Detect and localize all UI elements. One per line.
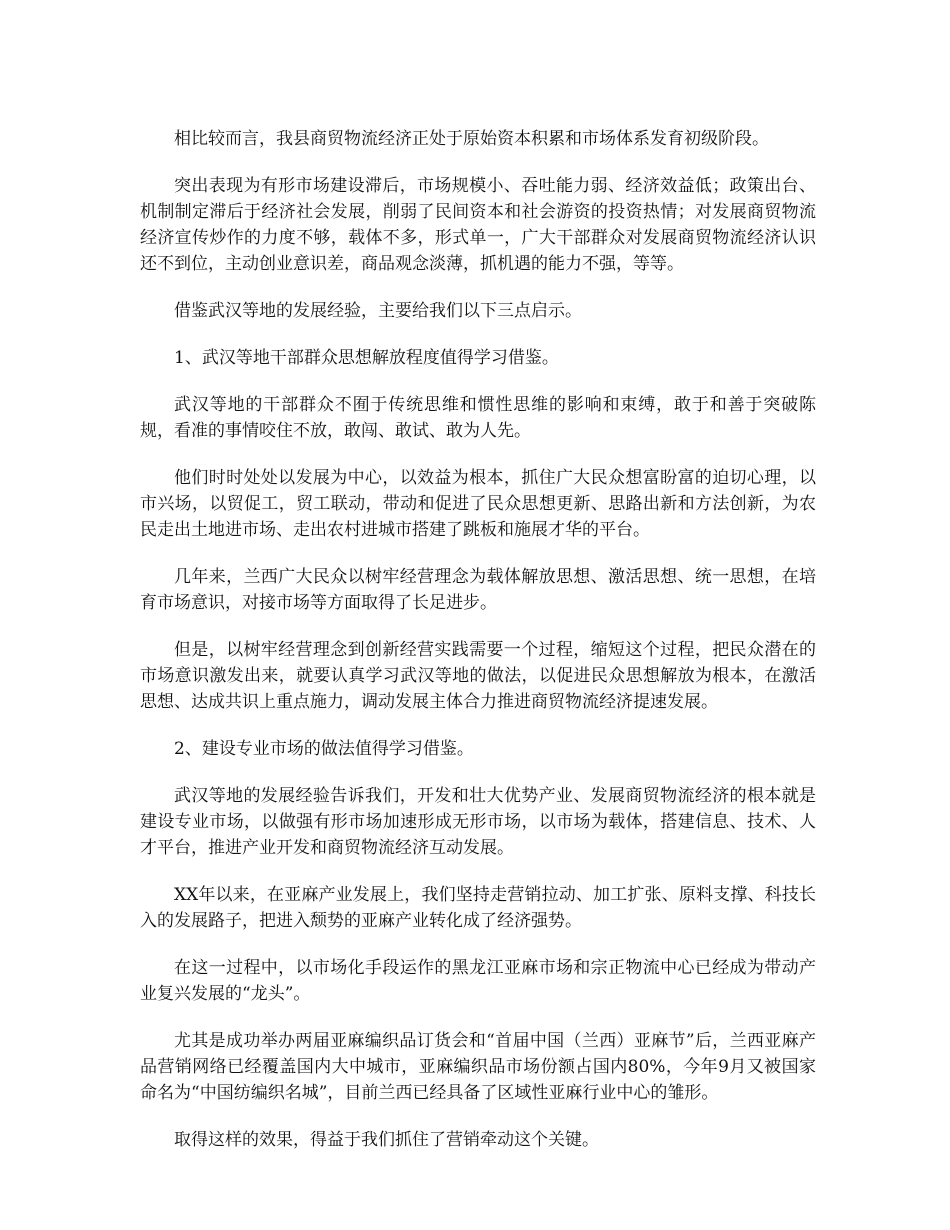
paragraph-5: 武汉等地的干部群众不囿于传统思维和惯性思维的影响和束缚，敢于和善于突破陈规，看准的事情咬住不放，敢闯、敢试、敢为人先。 <box>140 395 816 441</box>
paragraph-3: 借鉴武汉等地的发展经验，主要给我们以下三点启示。 <box>174 301 582 321</box>
paragraph-14: 取得这样的效果，得益于我们抓住了营销牵动这个关键。 <box>174 1130 599 1150</box>
paragraph-2: 突出表现为有形市场建设滞后，市场规模小、吞吐能力弱、经济效益低；政策出台、机制制定滞后于经济社会发展，削弱了民间资本和社会游资的投资热情；对发展商贸物流经济宣传炒作的力度不够，载体不多，形式单一，广大干部群众对发展商贸物流经济认识还不到位，主动创业意识差，商品观念淡薄，抓机遇的能力不强，等等。 <box>140 176 816 274</box>
section-heading-2: 2、建设专业市场的做法值得学习借鉴。 <box>174 739 474 759</box>
paragraph-6: 他们时时处处以发展为中心，以效益为根本，抓住广大民众想富盼富的迫切心理，以市兴场，以贸促工，贸工联动，带动和促进了民众思想更新、思路出新和方法创新，为农民走出土地进市场、走出农村进城市搭建了跳板和施展才华的平台。 <box>140 468 816 540</box>
paragraph-8: 但是，以树牢经营理念到创新经营实践需要一个过程，缩短这个过程，把民众潜在的市场意识激发出来，就要认真学习武汉等地的做法，以促进民众思想解放为根本，在激活思想、达成共识上重点施力，调动发展主体合力推进商贸物流经济提速发展。 <box>140 640 816 712</box>
paragraph-11: XX年以来，在亚麻产业发展上，我们坚持走营销拉动、加工扩张、原料支撑、科技长入的发展路子，把进入颓势的亚麻产业转化成了经济强势。 <box>140 885 816 931</box>
paragraph-7: 几年来，兰西广大民众以树牢经营理念为载体解放思想、激活思想、统一思想，在培育市场意识，对接市场等方面取得了长足进步。 <box>140 567 816 613</box>
paragraph-10: 武汉等地的发展经验告诉我们，开发和壮大优势产业、发展商贸物流经济的根本就是建设专业市场，以做强有形市场加速形成无形市场，以市场为载体，搭建信息、技术、人才平台，推进产业开发和商贸物流经济互动发展。 <box>140 786 816 858</box>
paragraph-12: 在这一过程中，以市场化手段运作的黑龙江亚麻市场和宗正物流中心已经成为带动产业复兴发展的“龙头”。 <box>140 958 816 1004</box>
paragraph-13: 尤其是成功举办两届亚麻编织品订货会和“首届中国（兰西）亚麻节”后，兰西亚麻产品营销网络已经覆盖国内大中城市，亚麻编织品市场份额占国内80%，今年9月又被国家命名为“中国纺编织名城”，目前兰西已经具备了区域性亚麻行业中心的雏形。 <box>140 1031 816 1103</box>
paragraph-1: 相比较而言，我县商贸物流经济正处于原始资本积累和市场体系发育初级阶段。 <box>174 129 769 149</box>
section-heading-1: 1、武汉等地干部群众思想解放程度值得学习借鉴。 <box>174 348 559 368</box>
document-body <box>140 126 816 1174</box>
